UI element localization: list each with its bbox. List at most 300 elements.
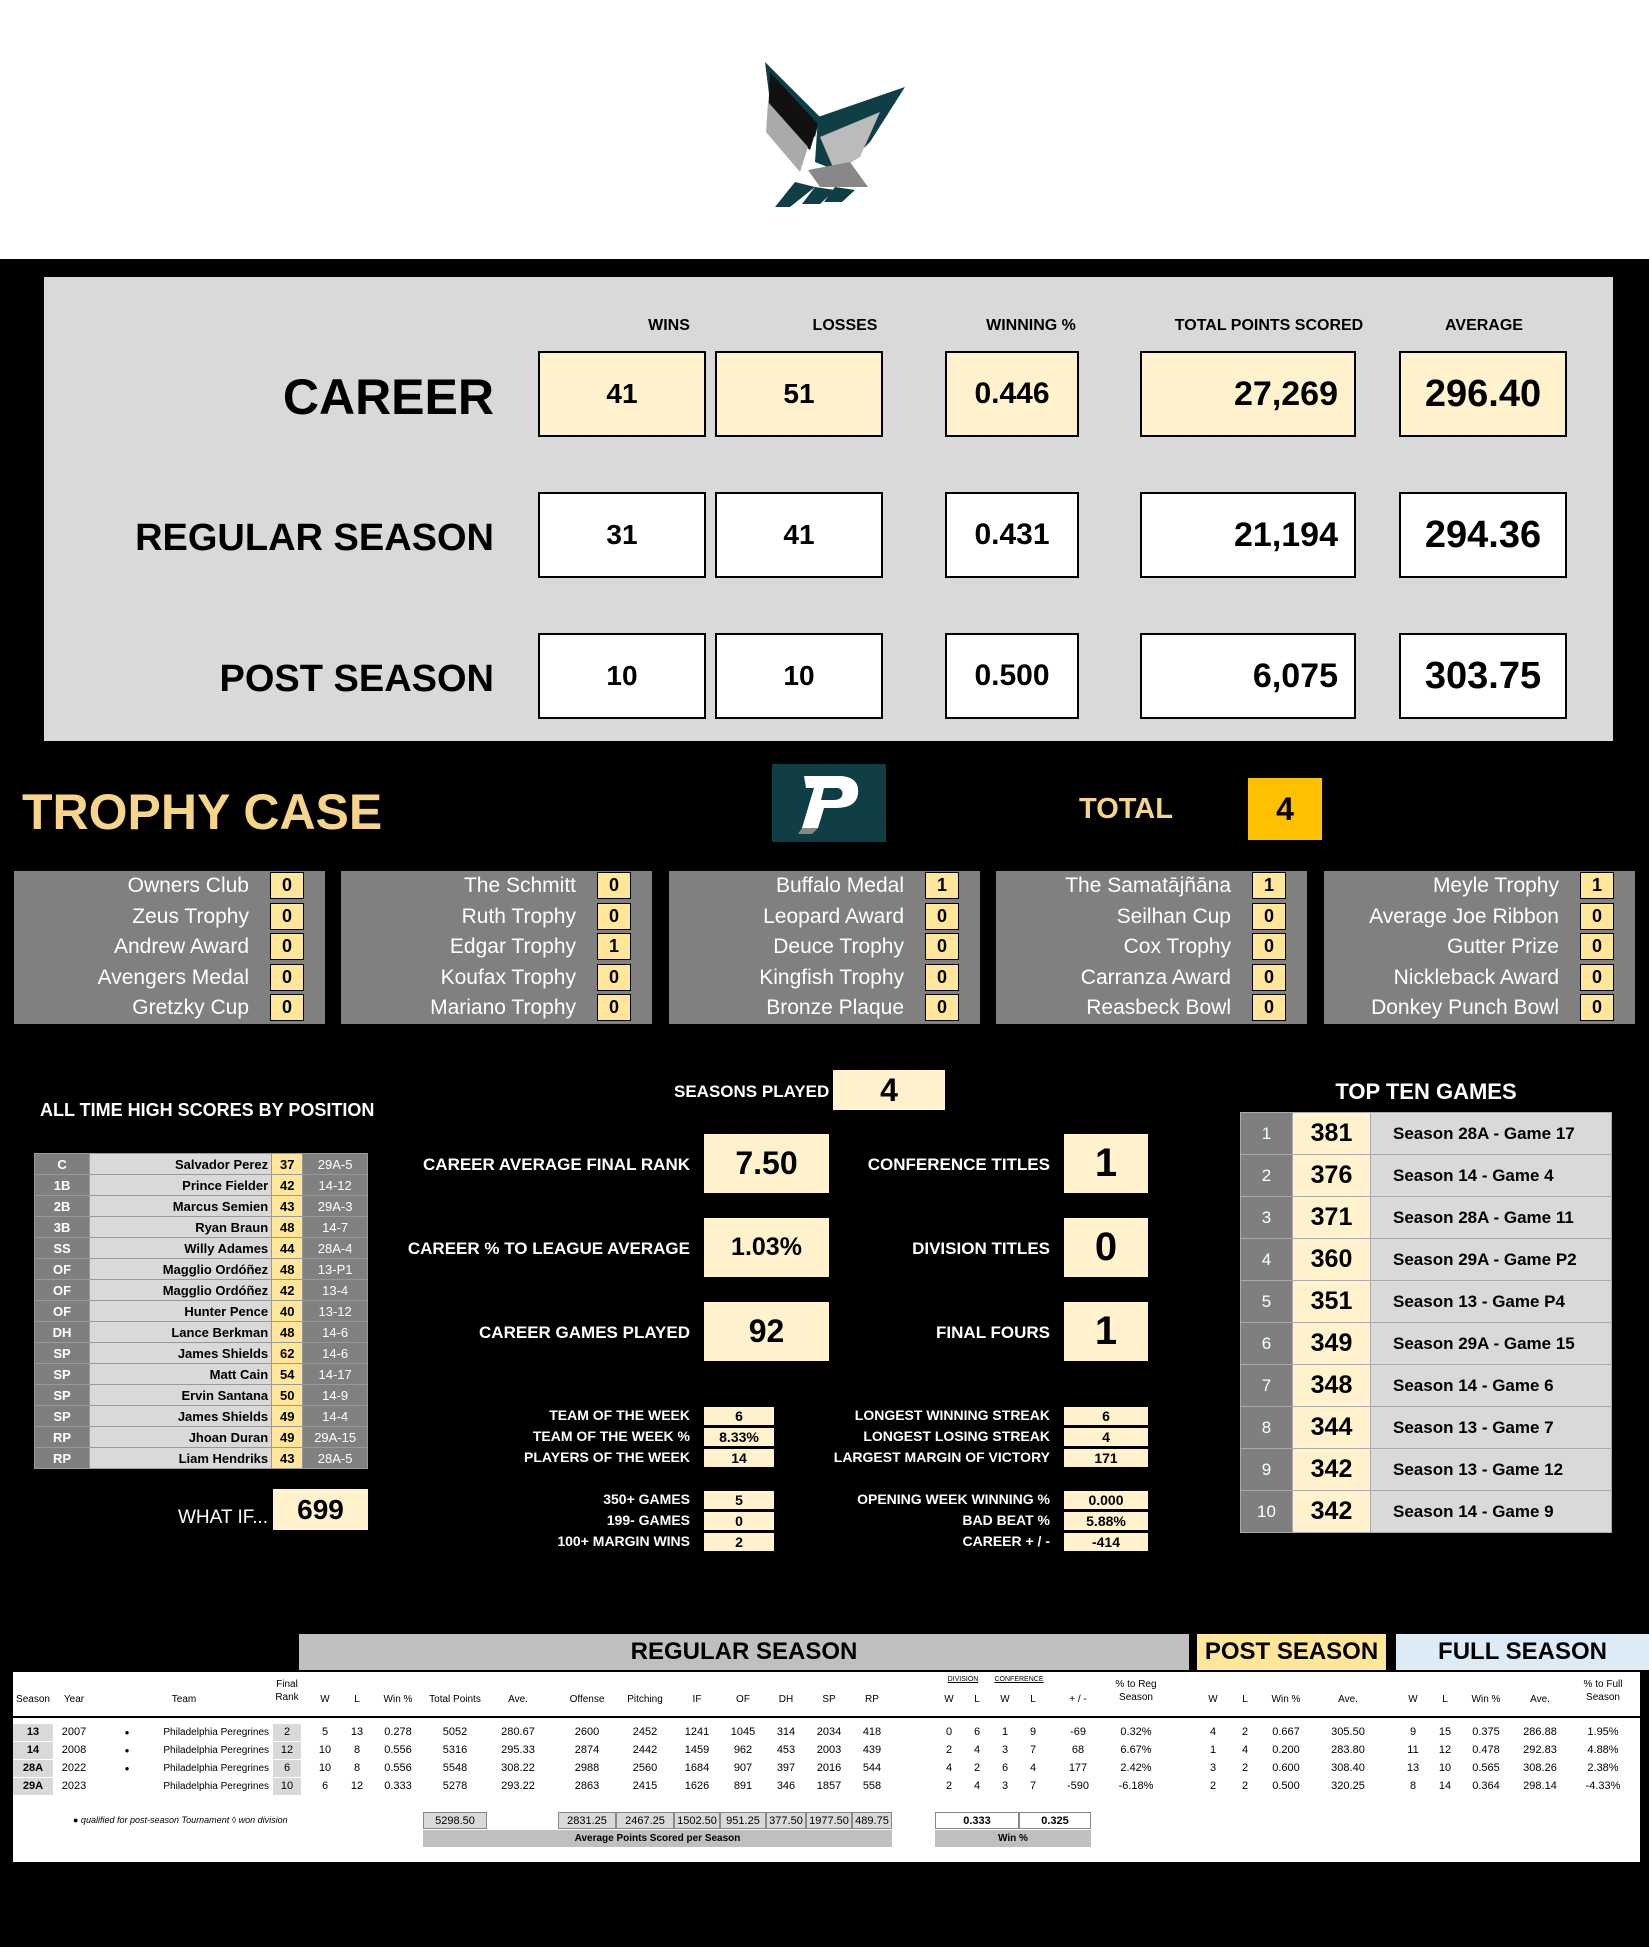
column-header: W bbox=[1000, 1694, 1010, 1705]
player-score: 43 bbox=[272, 1196, 303, 1217]
cell-fpct: 0.565 bbox=[1472, 1762, 1500, 1774]
cell-sp: 2034 bbox=[816, 1726, 842, 1738]
column-header: + / - bbox=[1069, 1694, 1087, 1705]
cell-fw: 8 bbox=[1409, 1780, 1417, 1792]
game-ref: 13-P1 bbox=[303, 1259, 368, 1280]
game-label: Season 13 - Game P4 bbox=[1371, 1281, 1612, 1323]
cell-team: Philadelphia Peregrines bbox=[163, 1745, 269, 1756]
stat-label: 100+ MARGIN WINS bbox=[557, 1533, 690, 1549]
trophy-row bbox=[669, 964, 980, 993]
trophy-count: 0 bbox=[270, 964, 304, 991]
col-header-losses: LOSSES bbox=[812, 317, 878, 334]
cell-dl: 6 bbox=[973, 1726, 981, 1738]
trophy-row bbox=[669, 872, 980, 901]
player-name: James Shields bbox=[90, 1406, 272, 1427]
avg-label: Average Points Scored per Season bbox=[423, 1830, 892, 1847]
avg-final-rank-value: 7.50 bbox=[703, 1133, 830, 1194]
trophy-row bbox=[996, 872, 1307, 901]
avg-cell: 2831.25 bbox=[558, 1812, 616, 1829]
cell-pw: 1 bbox=[1209, 1744, 1217, 1756]
cell-team: Philadelphia Peregrines bbox=[163, 1763, 269, 1774]
column-header: Ave. bbox=[508, 1694, 528, 1705]
cell-sp: 2016 bbox=[816, 1762, 842, 1774]
cell-cl: 7 bbox=[1029, 1744, 1037, 1756]
col-header-wins: WINS bbox=[648, 317, 690, 334]
cell-ave: 308.22 bbox=[501, 1762, 535, 1774]
game-ref: 14-9 bbox=[303, 1385, 368, 1406]
cell-rp: 439 bbox=[862, 1744, 882, 1756]
trophy-total-label: TOTAL bbox=[1079, 793, 1173, 825]
trophy-row bbox=[341, 964, 652, 993]
trophy-name: The Schmitt bbox=[463, 874, 576, 897]
trophy-name: Mariano Trophy bbox=[430, 996, 576, 1019]
trophy-count: 0 bbox=[1580, 933, 1614, 960]
stat-value: 5 bbox=[703, 1490, 775, 1510]
top-game-row bbox=[1241, 1323, 1612, 1365]
cell-team: Philadelphia Peregrines bbox=[163, 1727, 269, 1738]
game-ref: 14-12 bbox=[303, 1175, 368, 1196]
game-score: 351 bbox=[1293, 1281, 1371, 1323]
falcon-logo-icon bbox=[760, 62, 910, 212]
column-header: Total Points bbox=[429, 1694, 481, 1705]
cell-pave: 305.50 bbox=[1331, 1726, 1365, 1738]
player-score: 48 bbox=[272, 1259, 303, 1280]
cell-sp: 2003 bbox=[816, 1744, 842, 1756]
cell-l: 12 bbox=[350, 1780, 364, 1792]
seasons-played-value: 4 bbox=[833, 1070, 945, 1110]
trophy-name: Kingfish Trophy bbox=[759, 965, 904, 989]
trophy-name: Ruth Trophy bbox=[461, 904, 576, 928]
trophy-count: 0 bbox=[1580, 994, 1614, 1021]
player-name: Hunter Pence bbox=[90, 1301, 272, 1322]
cell-pit: 2560 bbox=[632, 1762, 658, 1774]
stat-label: PLAYERS OF THE WEEK bbox=[524, 1449, 690, 1465]
position-code: 2B bbox=[35, 1196, 90, 1217]
trophy-name: Meyle Trophy bbox=[1432, 874, 1559, 897]
game-rank: 4 bbox=[1241, 1239, 1293, 1281]
cell-pct: 0.556 bbox=[384, 1744, 412, 1756]
game-rank: 5 bbox=[1241, 1281, 1293, 1323]
cell-off: 2863 bbox=[574, 1780, 600, 1792]
cell-cl: 7 bbox=[1029, 1780, 1037, 1792]
cell-off: 2988 bbox=[574, 1762, 600, 1774]
game-label: Season 14 - Game 6 bbox=[1371, 1365, 1612, 1407]
cell-pl: 2 bbox=[1241, 1726, 1249, 1738]
position-code: C bbox=[35, 1154, 90, 1175]
stat-label: TEAM OF THE WEEK bbox=[549, 1407, 690, 1423]
cell-dl: 4 bbox=[973, 1744, 981, 1756]
position-row bbox=[35, 1196, 368, 1217]
game-ref: 13-12 bbox=[303, 1301, 368, 1322]
cell-of: 962 bbox=[733, 1744, 753, 1756]
game-label: Season 28A - Game 17 bbox=[1371, 1113, 1612, 1155]
cell-pit: 2415 bbox=[632, 1780, 658, 1792]
stat-value: 0 bbox=[703, 1511, 775, 1531]
game-score: 360 bbox=[1293, 1239, 1371, 1281]
position-row bbox=[35, 1280, 368, 1301]
trophy-row bbox=[14, 933, 325, 962]
cell-dw: 2 bbox=[945, 1780, 953, 1792]
conference-titles-value: 1 bbox=[1063, 1133, 1149, 1194]
game-ref: 28A-4 bbox=[303, 1238, 368, 1259]
final-fours-value: 1 bbox=[1063, 1301, 1149, 1362]
pct-to-league-label: CAREER % TO LEAGUE AVERAGE bbox=[407, 1239, 690, 1258]
player-score: 42 bbox=[272, 1175, 303, 1196]
cell-fave: 298.14 bbox=[1523, 1780, 1557, 1792]
cell-fl: 12 bbox=[1438, 1744, 1452, 1756]
cell-season: 29A bbox=[13, 1778, 53, 1795]
player-name: Marcus Semien bbox=[90, 1196, 272, 1217]
column-header: % to Full Season bbox=[1583, 1679, 1623, 1703]
cell-fpct: 0.478 bbox=[1472, 1744, 1500, 1756]
column-header: IF bbox=[692, 1694, 702, 1705]
avg-cell: 1977.50 bbox=[806, 1812, 852, 1829]
cell-fave: 286.88 bbox=[1523, 1726, 1557, 1738]
game-score: 344 bbox=[1293, 1407, 1371, 1449]
trophy-count: 0 bbox=[925, 933, 959, 960]
cell-of: 1045 bbox=[730, 1726, 756, 1738]
position-code: DH bbox=[35, 1322, 90, 1343]
stat-label: 350+ GAMES bbox=[603, 1491, 690, 1507]
top-game-row bbox=[1241, 1491, 1612, 1533]
cell-pave: 320.25 bbox=[1331, 1780, 1365, 1792]
cell-fw: 13 bbox=[1406, 1762, 1420, 1774]
cell-pr: -6.18% bbox=[1118, 1780, 1154, 1792]
top-game-row bbox=[1241, 1365, 1612, 1407]
game-ref: 14-6 bbox=[303, 1322, 368, 1343]
game-ref: 29A-15 bbox=[303, 1427, 368, 1448]
game-score: 348 bbox=[1293, 1365, 1371, 1407]
post-season-bullet: ● bbox=[124, 1764, 130, 1773]
cell-pw: 4 bbox=[1209, 1726, 1217, 1738]
trophy-name: Owners Club bbox=[127, 874, 249, 897]
cell-fw: 11 bbox=[1407, 1744, 1419, 1756]
cell-off: 2600 bbox=[574, 1726, 600, 1738]
cell-rank: 10 bbox=[273, 1778, 301, 1795]
regular-points: 21,194 bbox=[1140, 492, 1356, 578]
cell-dw: 0 bbox=[945, 1726, 953, 1738]
game-rank: 2 bbox=[1241, 1155, 1293, 1197]
game-score: 381 bbox=[1293, 1113, 1371, 1155]
cell-fpr: 2.38% bbox=[1587, 1762, 1619, 1774]
column-header: SP bbox=[822, 1694, 836, 1705]
cell-dw: 2 bbox=[945, 1744, 953, 1756]
trophy-count: 1 bbox=[1252, 872, 1286, 899]
player-name: Salvador Perez bbox=[90, 1154, 272, 1175]
group-header-conference: CONFERENCE bbox=[994, 1676, 1044, 1683]
player-score: 40 bbox=[272, 1301, 303, 1322]
cell-if: 1459 bbox=[684, 1744, 710, 1756]
cell-cw: 3 bbox=[1001, 1744, 1009, 1756]
stat-label: 199- GAMES bbox=[606, 1512, 690, 1528]
game-ref: 14-6 bbox=[303, 1343, 368, 1364]
cell-rank: 12 bbox=[273, 1742, 301, 1759]
column-header: L bbox=[1030, 1694, 1036, 1705]
row-label-post-season: POST SEASON bbox=[219, 658, 494, 700]
column-header: Pitching bbox=[627, 1694, 663, 1705]
positions-title: ALL TIME HIGH SCORES BY POSITION bbox=[40, 1100, 375, 1120]
cell-of: 907 bbox=[733, 1762, 753, 1774]
top-game-row bbox=[1241, 1281, 1612, 1323]
cell-of: 891 bbox=[733, 1780, 753, 1792]
trophy-name: Leopard Award bbox=[763, 904, 904, 928]
game-label: Season 14 - Game 9 bbox=[1371, 1491, 1612, 1533]
trophy-row bbox=[996, 903, 1307, 932]
conference-titles-label: CONFERENCE TITLES bbox=[867, 1155, 1050, 1174]
what-if-label: WHAT IF... bbox=[178, 1507, 269, 1528]
stat-label: TEAM OF THE WEEK % bbox=[532, 1428, 690, 1444]
trophy-row bbox=[669, 994, 980, 1023]
cell-fpct: 0.375 bbox=[1472, 1726, 1500, 1738]
player-score: 49 bbox=[272, 1406, 303, 1427]
player-name: Magglio Ordóñez bbox=[90, 1280, 272, 1301]
games-played-value: 92 bbox=[703, 1301, 830, 1362]
position-code: SS bbox=[35, 1238, 90, 1259]
avg-cell: 489.75 bbox=[852, 1812, 892, 1829]
div-pct: 0.333 bbox=[935, 1812, 1019, 1829]
game-rank: 1 bbox=[1241, 1113, 1293, 1155]
position-row bbox=[35, 1175, 368, 1196]
cell-if: 1241 bbox=[684, 1726, 710, 1738]
cell-cw: 6 bbox=[1001, 1762, 1009, 1774]
post-points: 6,075 bbox=[1140, 633, 1356, 719]
trophy-count: 0 bbox=[597, 994, 631, 1021]
trophy-name: Seilhan Cup bbox=[1116, 904, 1231, 928]
cell-ave: 280.67 bbox=[501, 1726, 535, 1738]
cell-pm: 68 bbox=[1071, 1744, 1085, 1756]
row-label-career: CAREER bbox=[282, 369, 494, 425]
game-ref: 29A-3 bbox=[303, 1196, 368, 1217]
trophy-total-value: 4 bbox=[1248, 778, 1322, 840]
stat-value: 14 bbox=[703, 1448, 775, 1468]
game-rank: 6 bbox=[1241, 1323, 1293, 1365]
game-rank: 10 bbox=[1241, 1491, 1293, 1533]
game-ref: 14-4 bbox=[303, 1406, 368, 1427]
player-name: Willy Adames bbox=[90, 1238, 272, 1259]
trophy-name: Donkey Punch Bowl bbox=[1371, 996, 1559, 1019]
post-season-bullet: ● bbox=[124, 1746, 130, 1755]
trophy-row bbox=[341, 903, 652, 932]
stat-value: 2 bbox=[703, 1532, 775, 1552]
avg-cell: 1502.50 bbox=[674, 1812, 720, 1829]
position-row bbox=[35, 1343, 368, 1364]
position-code: 1B bbox=[35, 1175, 90, 1196]
cell-pm: -69 bbox=[1070, 1726, 1086, 1738]
trophy-column bbox=[996, 871, 1307, 1024]
game-label: Season 29A - Game 15 bbox=[1371, 1323, 1612, 1365]
column-header: W bbox=[1408, 1694, 1418, 1705]
game-label: Season 14 - Game 4 bbox=[1371, 1155, 1612, 1197]
player-name: Liam Hendriks bbox=[90, 1448, 272, 1469]
trophy-count: 0 bbox=[1252, 994, 1286, 1021]
cell-season: 14 bbox=[13, 1742, 53, 1759]
cell-year: 2023 bbox=[61, 1780, 87, 1792]
career-average: 296.40 bbox=[1399, 351, 1567, 437]
position-row bbox=[35, 1427, 368, 1448]
career-summary-panel bbox=[44, 277, 1613, 741]
trophy-row bbox=[1324, 933, 1635, 962]
cell-pm: -590 bbox=[1066, 1780, 1090, 1792]
positions-table bbox=[34, 1153, 368, 1469]
trophy-row bbox=[996, 964, 1307, 993]
cell-dh: 346 bbox=[776, 1780, 796, 1792]
trophy-count: 0 bbox=[925, 964, 959, 991]
position-code: OF bbox=[35, 1280, 90, 1301]
position-row bbox=[35, 1406, 368, 1427]
game-ref: 13-4 bbox=[303, 1280, 368, 1301]
column-header: Final Rank bbox=[275, 1679, 299, 1703]
player-score: 54 bbox=[272, 1364, 303, 1385]
cell-tp: 5316 bbox=[442, 1744, 468, 1756]
player-score: 50 bbox=[272, 1385, 303, 1406]
cell-rp: 418 bbox=[862, 1726, 882, 1738]
cell-cw: 3 bbox=[1001, 1780, 1009, 1792]
cell-l: 8 bbox=[353, 1744, 361, 1756]
cell-l: 13 bbox=[350, 1726, 364, 1738]
cell-w: 5 bbox=[321, 1726, 329, 1738]
game-label: Season 28A - Game 11 bbox=[1371, 1197, 1612, 1239]
cell-season: 28A bbox=[13, 1760, 53, 1777]
game-score: 349 bbox=[1293, 1323, 1371, 1365]
stat-value: 8.33% bbox=[703, 1427, 775, 1447]
final-fours-label: FINAL FOURS bbox=[936, 1323, 1050, 1342]
game-label: Season 13 - Game 12 bbox=[1371, 1449, 1612, 1491]
cell-pw: 3 bbox=[1209, 1762, 1217, 1774]
cell-pit: 2442 bbox=[632, 1744, 658, 1756]
group-header-division: DIVISION bbox=[947, 1676, 979, 1683]
position-code: OF bbox=[35, 1301, 90, 1322]
cell-pl: 2 bbox=[1241, 1780, 1249, 1792]
top-game-row bbox=[1241, 1449, 1612, 1491]
column-header: W bbox=[1208, 1694, 1218, 1705]
cell-rank: 2 bbox=[273, 1724, 301, 1741]
position-row bbox=[35, 1448, 368, 1469]
trophy-name: Zeus Trophy bbox=[132, 904, 249, 928]
post-season-bullet bbox=[121, 1778, 133, 1795]
cell-pr: 2.42% bbox=[1120, 1762, 1152, 1774]
cell-year: 2022 bbox=[61, 1762, 87, 1774]
cell-cl: 9 bbox=[1029, 1726, 1037, 1738]
cell-season: 13 bbox=[13, 1724, 53, 1741]
column-header: W bbox=[944, 1694, 954, 1705]
post-season-header: POST SEASON bbox=[1197, 1634, 1386, 1670]
trophy-row bbox=[669, 933, 980, 962]
career-losses: 51 bbox=[715, 351, 883, 437]
cell-pl: 2 bbox=[1241, 1762, 1249, 1774]
career-points: 27,269 bbox=[1140, 351, 1356, 437]
column-header: L bbox=[974, 1694, 980, 1705]
trophy-case-title: TROPHY CASE bbox=[22, 784, 383, 840]
avg-total-points: 5298.50 bbox=[423, 1812, 487, 1829]
position-row bbox=[35, 1301, 368, 1322]
trophy-count: 0 bbox=[597, 964, 631, 991]
post-losses: 10 bbox=[715, 633, 883, 719]
game-ref: 29A-5 bbox=[303, 1154, 368, 1175]
column-header: DH bbox=[778, 1694, 794, 1705]
col-header-winning-pct: WINNING % bbox=[986, 317, 1076, 334]
trophy-name: Cox Trophy bbox=[1123, 935, 1231, 958]
trophy-row bbox=[14, 994, 325, 1023]
top-ten-table bbox=[1240, 1112, 1612, 1533]
division-titles-label: DIVISION TITLES bbox=[912, 1239, 1050, 1258]
player-name: James Shields bbox=[90, 1343, 272, 1364]
regular-pct: 0.431 bbox=[945, 492, 1079, 578]
column-header: OF bbox=[736, 1694, 750, 1705]
stat-label: BAD BEAT % bbox=[962, 1512, 1050, 1528]
post-pct: 0.500 bbox=[945, 633, 1079, 719]
player-score: 62 bbox=[272, 1343, 303, 1364]
trophy-count: 0 bbox=[925, 994, 959, 1021]
regular-losses: 41 bbox=[715, 492, 883, 578]
trophy-name: Reasbeck Bowl bbox=[1086, 996, 1231, 1019]
position-code: SP bbox=[35, 1406, 90, 1427]
trophy-row bbox=[1324, 903, 1635, 932]
cell-pl: 4 bbox=[1241, 1744, 1249, 1756]
game-label: Season 29A - Game P2 bbox=[1371, 1239, 1612, 1281]
trophy-row bbox=[341, 933, 652, 962]
footnote: ● qualified for post-season Tournament ◊ won division bbox=[73, 1815, 288, 1825]
trophy-name: The Samatājñāna bbox=[1065, 874, 1231, 897]
player-score: 44 bbox=[272, 1238, 303, 1259]
seasons-table bbox=[13, 1672, 1640, 1862]
p-letter-icon bbox=[772, 764, 886, 842]
avg-cell: 951.25 bbox=[720, 1812, 766, 1829]
cell-rp: 558 bbox=[862, 1780, 882, 1792]
trophy-row bbox=[14, 964, 325, 993]
trophy-row bbox=[14, 903, 325, 932]
stat-label: OPENING WEEK WINNING % bbox=[857, 1491, 1050, 1507]
peregrines-logo-icon bbox=[772, 764, 886, 842]
position-code: RP bbox=[35, 1427, 90, 1448]
position-row bbox=[35, 1322, 368, 1343]
player-name: Prince Fielder bbox=[90, 1175, 272, 1196]
cell-fave: 292.83 bbox=[1523, 1744, 1557, 1756]
column-header: Ave. bbox=[1338, 1694, 1358, 1705]
trophy-count: 1 bbox=[1580, 872, 1614, 899]
cell-dl: 2 bbox=[973, 1762, 981, 1774]
trophy-name: Gutter Prize bbox=[1446, 935, 1559, 958]
game-score: 376 bbox=[1293, 1155, 1371, 1197]
cell-fpr: 4.88% bbox=[1587, 1744, 1619, 1756]
career-pct: 0.446 bbox=[945, 351, 1079, 437]
column-header: W bbox=[320, 1694, 330, 1705]
trophy-row bbox=[669, 903, 980, 932]
full-season-header: FULL SEASON bbox=[1396, 1634, 1649, 1670]
trophy-column bbox=[1324, 871, 1635, 1024]
cell-cl: 4 bbox=[1029, 1762, 1037, 1774]
cell-pit: 2452 bbox=[632, 1726, 658, 1738]
cell-pr: 6.67% bbox=[1120, 1744, 1152, 1756]
position-code: RP bbox=[35, 1448, 90, 1469]
trophy-count: 0 bbox=[270, 994, 304, 1021]
division-titles-value: 0 bbox=[1063, 1217, 1149, 1278]
stat-value: 171 bbox=[1063, 1448, 1149, 1468]
cell-rank: 6 bbox=[273, 1760, 301, 1777]
position-code: 3B bbox=[35, 1217, 90, 1238]
cell-fl: 15 bbox=[1438, 1726, 1452, 1738]
what-if-value: 699 bbox=[273, 1489, 368, 1530]
trophy-name: Buffalo Medal bbox=[775, 874, 904, 897]
trophy-row bbox=[996, 994, 1307, 1023]
cell-team: Philadelphia Peregrines bbox=[163, 1781, 269, 1792]
position-row bbox=[35, 1154, 368, 1175]
column-header: % to Reg Season bbox=[1115, 1679, 1157, 1703]
trophy-column bbox=[14, 871, 325, 1024]
player-name: Jhoan Duran bbox=[90, 1427, 272, 1448]
stat-value: 4 bbox=[1063, 1427, 1149, 1447]
trophy-column bbox=[669, 871, 980, 1024]
trophy-name: Koufax Trophy bbox=[440, 965, 576, 989]
